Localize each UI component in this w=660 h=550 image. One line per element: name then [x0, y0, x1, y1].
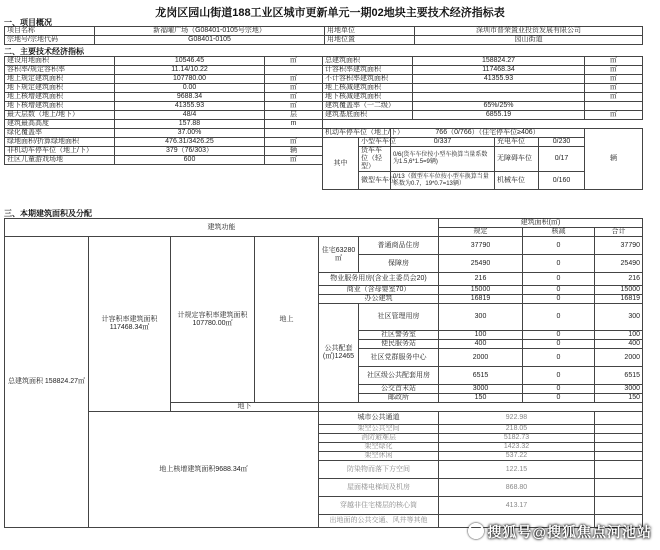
row-spec: 15000 [439, 286, 523, 295]
location-value: 园山街道 [415, 36, 643, 45]
indicator-value: 41355.93 [413, 75, 585, 84]
core-area-label: 地上核增建筑面积9688.34㎡ [89, 412, 319, 528]
distribution-table [4, 218, 643, 528]
core-row-value: 5182.73 [439, 434, 595, 443]
sohu-logo-icon [468, 523, 484, 539]
core-row-name: 出地面的公共交通、风井等其他 [319, 515, 439, 528]
above-ground-label: 地上 [255, 237, 319, 403]
indicator-label: 地上核减建筑面积 [323, 84, 413, 93]
row-spec: 37790 [439, 237, 523, 255]
indicator-row [5, 102, 323, 111]
small-car-value: 0/337 [391, 138, 495, 147]
row-total: 3000 [595, 385, 643, 394]
section-heading-overview: 一、项目概况 [4, 18, 52, 27]
indicator-label: 地上核增建筑面积 [5, 93, 115, 102]
indicator-value: 0.00 [115, 84, 265, 93]
cargo-label: 货车车位（轻型） [359, 147, 391, 172]
mech-label: 机械车位 [495, 172, 539, 190]
row-name: 商业（含母婴室70） [319, 286, 439, 295]
row-add: 0 [523, 255, 595, 273]
row-spec: 6515 [439, 367, 523, 385]
indicator-unit: ㎡ [265, 138, 323, 147]
row-total: 37790 [595, 237, 643, 255]
indicator-value [413, 84, 585, 93]
indicator-unit: ㎡ [585, 84, 643, 93]
row-add: 0 [523, 349, 595, 367]
micro-label: 微型车车位 [359, 172, 391, 190]
indicator-unit: ㎡ [585, 93, 643, 102]
indicator-value: 117468.34 [413, 66, 585, 75]
col-area: 建筑面积(㎡) [439, 219, 643, 228]
indicator-row [323, 57, 643, 66]
indicator-value [413, 93, 585, 102]
barrier-value: 0/17 [539, 147, 585, 172]
indicator-value: 10546.45 [115, 57, 265, 66]
section-heading-distribution: 三、本期建筑面积及分配 [4, 209, 92, 218]
indicator-value: 379（76/303） [115, 147, 265, 156]
row-spec: 2000 [439, 349, 523, 367]
micro-formula: 0/13（微型车车位按小型车换算当量系数为0.7，19*0.7=13辆） [391, 172, 495, 190]
row-name: 社区管理用房 [359, 304, 439, 331]
row-spec: 16819 [439, 295, 523, 304]
row-spec: 300 [439, 304, 523, 331]
row-total: 400 [595, 340, 643, 349]
indicator-value: 476.31/3426.25 [115, 138, 265, 147]
indicator-row [5, 156, 323, 165]
core-row-name: 防染物而落下方空间 [319, 461, 439, 479]
indicator-unit: 辆 [265, 147, 323, 156]
row-total: 300 [595, 304, 643, 331]
indicator-unit: ㎡ [265, 75, 323, 84]
watermark-text: 搜狐号@搜狐焦点河池站 [487, 524, 652, 540]
row-spec: 400 [439, 340, 523, 349]
row-name: 邮政所 [359, 394, 439, 403]
indicator-row [5, 75, 323, 84]
small-car-label: 小型车车位 [359, 138, 391, 147]
core-row-name: 屋面楼电梯间及机房 [319, 479, 439, 497]
indicator-unit [265, 66, 323, 75]
parking-unit: 辆 [585, 129, 643, 190]
parking-label: 机动车停车位（地上/下） [323, 129, 391, 138]
indicator-label: 绿化覆盖率 [5, 129, 115, 138]
row-add: 0 [523, 304, 595, 331]
row-total: 15000 [595, 286, 643, 295]
indicator-unit: ㎡ [265, 84, 323, 93]
location-label: 用地位置 [325, 36, 415, 45]
indicator-unit: 层 [265, 111, 323, 120]
cargo-formula: 0/6(货车车位按小型车换算当量系数为1.5,6*1.5=9辆) [391, 147, 495, 172]
core-row-name: 架空公共空间 [319, 425, 439, 434]
indicator-row [5, 66, 323, 75]
indicator-row [5, 57, 323, 66]
among-label: 其中 [323, 138, 359, 190]
core-row-name: 城市公共通道 [319, 412, 439, 425]
far-area-label: 计容积率建筑面积 117468.34㎡ [89, 237, 171, 412]
core-row-value: 1423.32 [439, 443, 595, 452]
row-spec: 216 [439, 273, 523, 286]
indicator-row [5, 147, 323, 156]
indicator-label: 地上规定建筑面积 [5, 75, 115, 84]
row-add: 0 [523, 273, 595, 286]
core-row-name: 架空绿化 [319, 443, 439, 452]
indicator-label: 建筑基底面积 [323, 111, 413, 120]
indicator-label: 建筑覆盖率（一二级） [323, 102, 413, 111]
housing-label: 住宅63280㎡ [319, 237, 359, 273]
indicator-row [323, 111, 643, 120]
indicator-row [5, 84, 323, 93]
core-row-name: 消防避难层 [319, 434, 439, 443]
parking-value: 766（0/766）（住宅停车位≥406） [391, 129, 585, 138]
watermark [468, 522, 652, 542]
row-add: 0 [523, 340, 595, 349]
indicator-value: 6855.19 [413, 111, 585, 120]
row-spec: 150 [439, 394, 523, 403]
indicator-row [323, 93, 643, 102]
col-spec: 规定 [439, 228, 523, 237]
core-row-name: 穿越非住宅楼层的核心筒 [319, 497, 439, 515]
core-row-value: 413.17 [439, 497, 595, 515]
row-name: 社区警务室 [359, 331, 439, 340]
indicator-value: 107780.00 [115, 75, 265, 84]
row-add: 0 [523, 331, 595, 340]
indicator-label: 地下规定建筑面积 [5, 84, 115, 93]
core-row-value: 537.22 [439, 452, 595, 461]
indicator-row [5, 138, 323, 147]
indicator-row [323, 66, 643, 75]
right-indicator-table [322, 56, 643, 120]
indicator-value: 41355.93 [115, 102, 265, 111]
row-name: 公交首末站 [359, 385, 439, 394]
section-heading-indicators: 二、主要技术经济指标 [4, 47, 84, 56]
indicator-label: 地下核减建筑面积 [323, 93, 413, 102]
core-row-value: 122.15 [439, 461, 595, 479]
row-name: 办公建筑 [319, 295, 439, 304]
indicator-unit: m [265, 120, 323, 129]
core-row-value: 868.80 [439, 479, 595, 497]
developer-label: 用地单位 [325, 27, 415, 36]
indicator-label: 建筑最高高度 [5, 120, 115, 129]
total-area-label: 总建筑面积 158824.27㎡ [5, 237, 89, 528]
charge-label: 充电车位 [495, 138, 539, 147]
row-spec: 100 [439, 331, 523, 340]
indicator-value: 48/4 [115, 111, 265, 120]
indicator-unit: ㎡ [585, 75, 643, 84]
row-total: 6515 [595, 367, 643, 385]
core-row-name: 架空休闲 [319, 452, 439, 461]
charge-value: 0/230 [539, 138, 585, 147]
parcel-value: G08401-0105 [95, 36, 325, 45]
row-spec: 3000 [439, 385, 523, 394]
row-name: 社区级公共配套用房 [359, 367, 439, 385]
indicator-unit [265, 129, 323, 138]
developer-value: 深圳市普荣置业投资发展有限公司 [415, 27, 643, 36]
indicator-unit: ㎡ [265, 156, 323, 165]
row-name: 普通商品住房 [359, 237, 439, 255]
page-title: 龙岗区园山街道188工业区城市更新单元一期02地块主要技术经济指标表 [155, 7, 505, 19]
indicator-row [323, 84, 643, 93]
row-name: 社区党群服务中心 [359, 349, 439, 367]
mech-value: 0/160 [539, 172, 585, 190]
indicator-value: 37.00% [115, 129, 265, 138]
col-function: 建筑功能 [5, 219, 439, 237]
overview-table [4, 26, 643, 45]
indicator-label: 最大层数（地上/地下） [5, 111, 115, 120]
indicator-value: 65%/25% [413, 102, 585, 111]
indicator-label: 计容积率建筑面积 [323, 66, 413, 75]
indicator-unit: ㎡ [585, 66, 643, 75]
row-total: 16819 [595, 295, 643, 304]
indicator-label: 社区儿童游戏场地 [5, 156, 115, 165]
indicator-value: 600 [115, 156, 265, 165]
barrier-label: 无障碍车位 [495, 147, 539, 172]
indicator-label: 不计容积率建筑面积 [323, 75, 413, 84]
indicator-row [323, 102, 643, 111]
indicator-unit: ㎡ [585, 111, 643, 120]
indicator-label: 总建筑面积 [323, 57, 413, 66]
left-indicator-table [4, 56, 323, 165]
project-name-value: 新福曜广场（G08401-0105号宗地） [95, 27, 325, 36]
core-row-value: 218.05 [439, 425, 595, 434]
indicator-unit: ㎡ [265, 57, 323, 66]
row-total: 25490 [595, 255, 643, 273]
indicator-label: 非机动车停车位（地上/下） [5, 147, 115, 156]
parcel-label: 宗地号/宗地代码 [5, 36, 95, 45]
row-add: 0 [523, 237, 595, 255]
indicator-value: 158824.27 [413, 57, 585, 66]
row-total: 216 [595, 273, 643, 286]
row-spec: 25490 [439, 255, 523, 273]
row-total: 150 [595, 394, 643, 403]
row-name: 保障房 [359, 255, 439, 273]
indicator-row [5, 129, 323, 138]
indicator-value: 157.88 [115, 120, 265, 129]
row-add: 0 [523, 286, 595, 295]
col-add: 核减 [523, 228, 595, 237]
project-name-label: 项目名称 [5, 27, 95, 36]
indicator-label: 建设用地面积 [5, 57, 115, 66]
indicator-row [5, 120, 323, 129]
indicator-label: 地下核增建筑面积 [5, 102, 115, 111]
indicator-row [5, 111, 323, 120]
indicator-unit: ㎡ [265, 102, 323, 111]
core-row-value: 922.98 [439, 412, 595, 425]
indicator-unit: ㎡ [265, 93, 323, 102]
indicator-value: 9688.34 [115, 93, 265, 102]
row-add: 0 [523, 295, 595, 304]
below-ground-label: 地下 [171, 403, 319, 412]
spec-area-label: 计规定容积率建筑面积107780.00㎡ [171, 237, 255, 403]
row-total: 100 [595, 331, 643, 340]
row-name: 物业服务用房(含业主委员会20) [319, 273, 439, 286]
row-add: 0 [523, 385, 595, 394]
row-add: 0 [523, 394, 595, 403]
indicator-label: 绿地面积/折算绿地面积 [5, 138, 115, 147]
col-total: 合计 [595, 228, 643, 237]
row-add: 0 [523, 367, 595, 385]
indicator-unit [585, 102, 643, 111]
indicator-row [5, 93, 323, 102]
row-name: 便民服务站 [359, 340, 439, 349]
parking-table [322, 128, 643, 190]
indicator-value: 11.14/10.22 [115, 66, 265, 75]
indicator-row [323, 75, 643, 84]
public-facilities-label: 公共配套(㎡)12465 [319, 304, 359, 403]
row-total: 2000 [595, 349, 643, 367]
indicator-label: 容积率/规定容积率 [5, 66, 115, 75]
indicator-unit: ㎡ [585, 57, 643, 66]
